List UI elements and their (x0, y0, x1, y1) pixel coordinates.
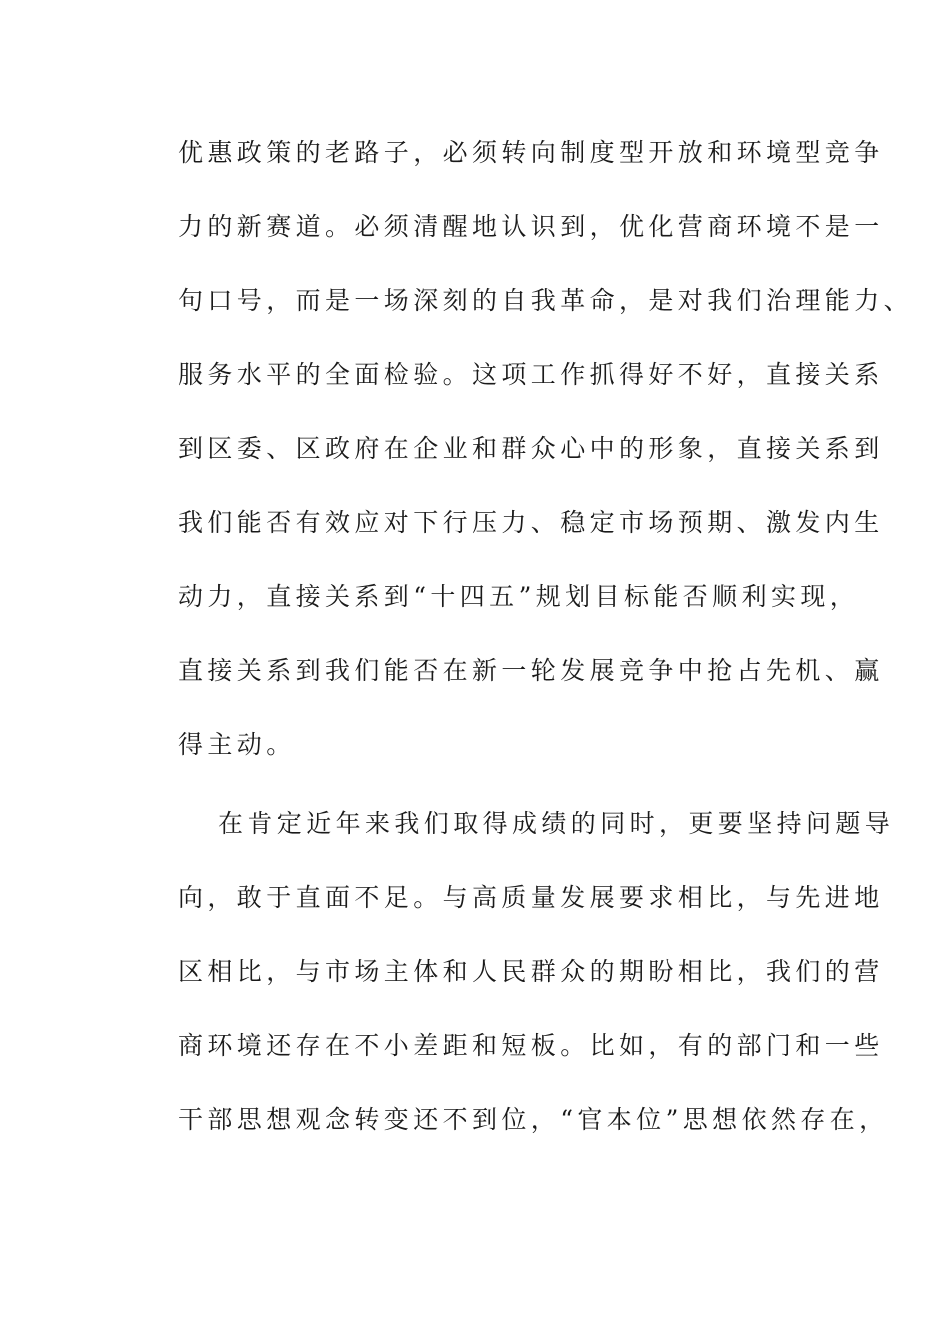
paragraph-2-line-3: 区相比，与市场主体和人民群众的期盼相比，我们的营 (178, 957, 884, 986)
paragraph-2-line-1: 在肯定近年来我们取得成绩的同时，更要坚持问题导 (218, 809, 895, 838)
paragraph-1-line-5: 到区委、区政府在企业和群众心中的形象，直接关系到 (178, 434, 884, 463)
paragraph-2-line-2: 向，敢于直面不足。与高质量发展要求相比，与先进地 (178, 883, 884, 912)
paragraph-1-line-6: 我们能否有效应对下行压力、稳定市场预期、激发内生 (178, 508, 884, 537)
paragraph-2-line-4: 商环境还存在不小差距和短板。比如，有的部门和一些 (178, 1031, 884, 1060)
paragraph-2-line-5: 干部思想观念转变还不到位，“官本位”思想依然存在， (178, 1105, 889, 1134)
paragraph-1-line-7: 动力，直接关系到“十四五”规划目标能否顺利实现， (178, 582, 860, 611)
paragraph-1-line-4: 服务水平的全面检验。这项工作抓得好不好，直接关系 (178, 360, 884, 389)
paragraph-1-line-1: 优惠政策的老路子，必须转向制度型开放和环境型竞争 (178, 138, 884, 167)
paragraph-1-line-2: 力的新赛道。必须清醒地认识到，优化营商环境不是一 (178, 212, 884, 241)
paragraph-1-line-9: 得主动。 (178, 730, 296, 759)
paragraph-1-line-8: 直接关系到我们能否在新一轮发展竞争中抢占先机、赢 (178, 656, 884, 685)
paragraph-1-line-3: 句口号，而是一场深刻的自我革命，是对我们治理能力、 (178, 286, 914, 315)
